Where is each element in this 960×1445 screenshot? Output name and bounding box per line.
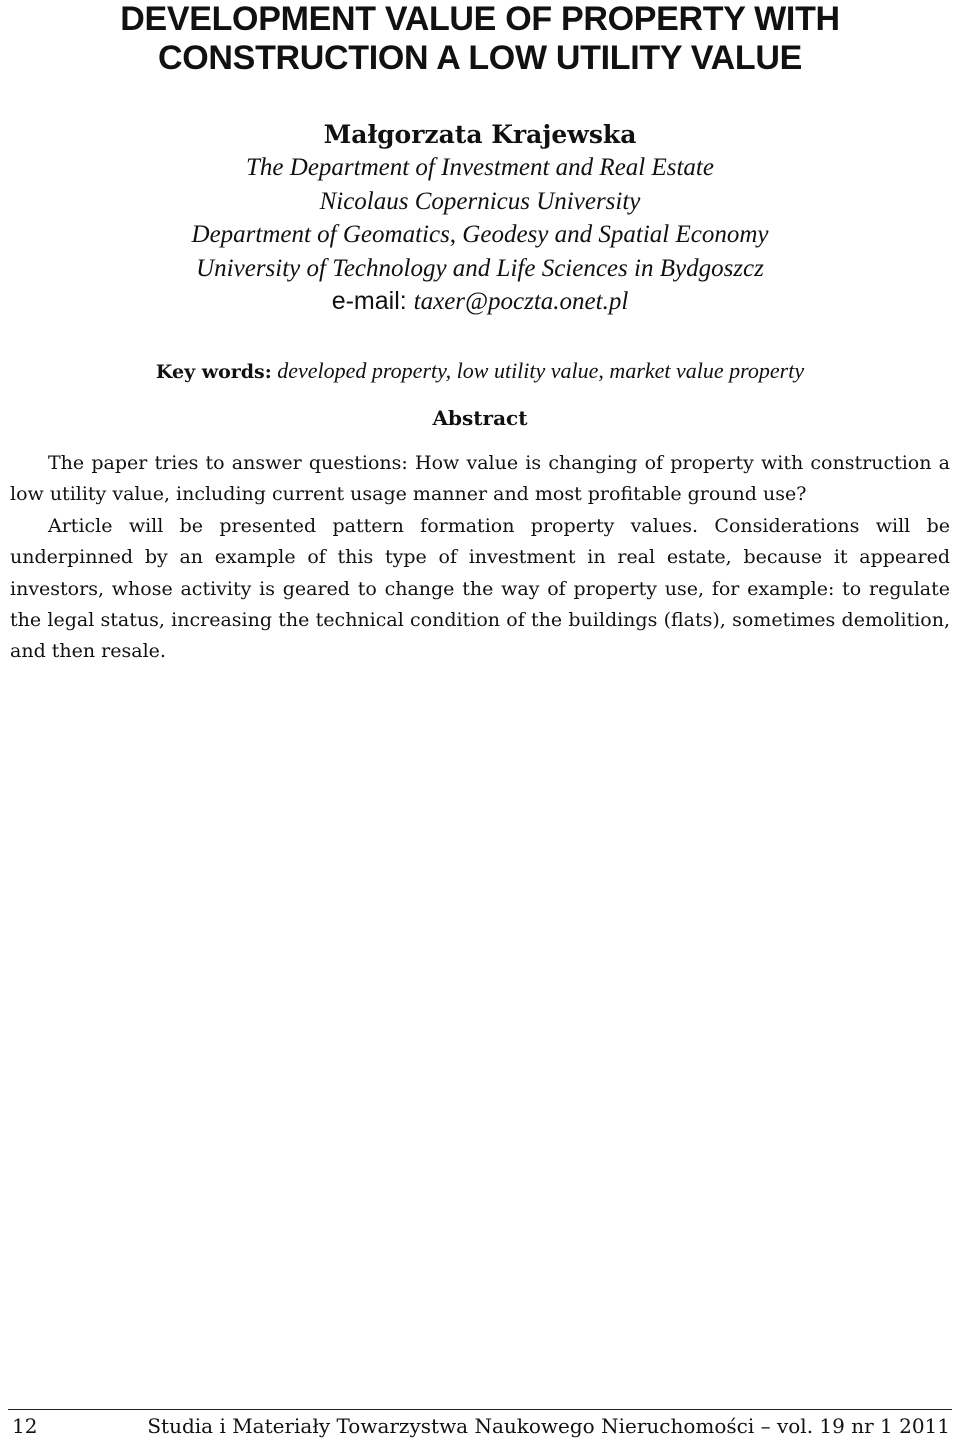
- abstract-paragraph: Article will be presented pattern formation property values. Considerations will be underpinned by an example of this type of investment in real estate, because it appeared investors, whose activity is geared to change the way of property use, for example: to regulate the legal status, increasing the technical condition of the buildings (flats), sometimes demolition, and then resale.: [10, 514, 950, 663]
- affiliation-line: University of Technology and Life Sciences in Bydgoszcz: [196, 254, 764, 282]
- journal-citation: Studia i Materiały Towarzystwa Naukowego Nieruchomości – vol. 19 nr 1 2011: [147, 1414, 950, 1438]
- abstract-heading: Abstract: [432, 406, 528, 430]
- affiliation-line: Department of Geomatics, Geodesy and Spatial Economy: [191, 221, 769, 249]
- email-label: e-mail:: [331, 287, 407, 316]
- author-block: [0, 118, 960, 319]
- paper-title: [0, 0, 960, 78]
- keywords-label: Key words:: [155, 361, 272, 383]
- paper-title-line: CONSTRUCTION A LOW UTILITY VALUE: [158, 39, 802, 77]
- email-address: taxer@poczta.onet.pl: [413, 288, 629, 316]
- affiliation-line: The Department of Investment and Real Estate: [246, 154, 714, 181]
- abstract-paragraph: The paper tries to answer questions: How value is changing of property with construction a low utility value, including current usage manner and most profitable ground use?: [10, 452, 950, 506]
- keywords-line: [0, 356, 960, 387]
- affiliation-line: Nicolaus Copernicus University: [319, 187, 641, 215]
- author-name: Małgorzata Krajewska: [323, 120, 637, 149]
- footer-divider: [8, 1409, 952, 1410]
- abstract-body: [10, 448, 950, 668]
- paper-title-line: DEVELOPMENT VALUE OF PROPERTY WITH: [120, 0, 840, 38]
- keywords-value: developed property, low utility value, market value property: [277, 358, 805, 383]
- page-number: 12: [12, 1414, 38, 1438]
- email-line: [0, 285, 960, 319]
